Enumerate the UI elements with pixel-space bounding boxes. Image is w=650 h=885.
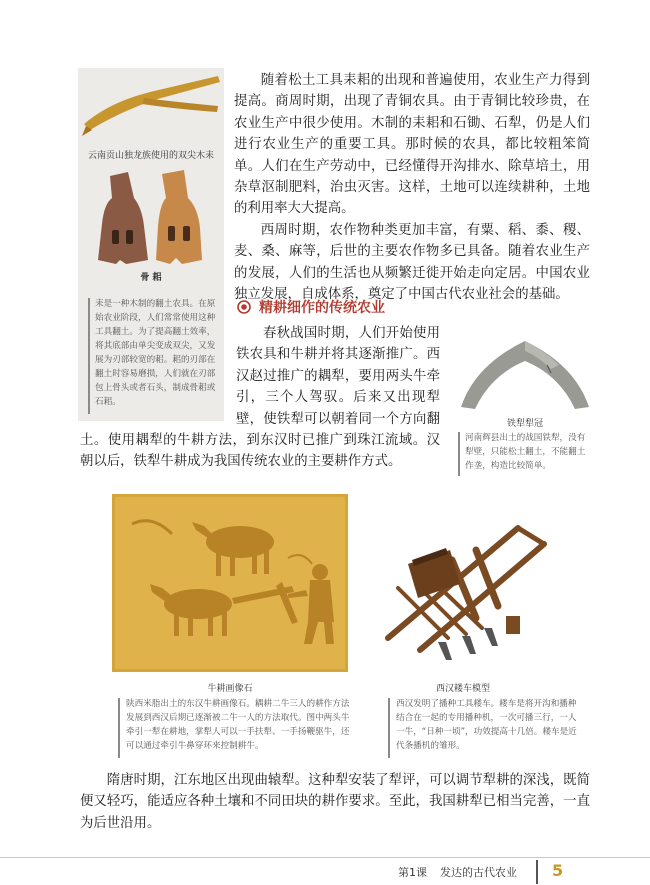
- sidebar-note: 耒是一种木制的翻土农具。在原始农业阶段，人们常常使用这种工具翻土。为了提高翻土效率，将其底部由单尖变成双尖，又发展为刃部较宽的耜。耜的刃部在翻土时容易磨损，人们就在刃部包上骨头或者石头，制成骨耜或石耜。: [95, 299, 216, 407]
- note-bar: [458, 432, 460, 476]
- section-heading: [237, 297, 537, 317]
- plowshare-caption: 铁犁犁冠: [506, 419, 543, 429]
- section-paragraph-1-text: 春秋战国时期，人们开始使用铁农具和牛耕并将其逐渐推广。西汉赵过推广的耦犁，要用两头牛牵引，三个人驾驭。后来又出现犁壁，使铁犁可以朝着同一个方向翻土。使用耦犁的牛耕方法，到东汉时已推广到珠江流域。汉朝以后，铁犁牛耕成为我国传统农业的主要耕作方式。: [80, 326, 440, 470]
- wooden-lei-image: [80, 72, 222, 142]
- page-number: 5: [552, 861, 564, 880]
- note-bar: [118, 698, 120, 758]
- footer-divider: [536, 860, 538, 884]
- bone-spade-image: [88, 168, 218, 268]
- iron-plowshare-image: [455, 335, 595, 415]
- ox-plowing-relief-image: [112, 494, 348, 672]
- section-paragraph-1: [80, 323, 440, 473]
- tool-caption: 云南贡山独龙族使用的双尖木耒: [87, 151, 214, 161]
- relief-caption: 牛耕画像石: [207, 684, 253, 694]
- footer-rule: [0, 857, 650, 858]
- seed-drill-model-image: [368, 488, 558, 666]
- footer-lesson: 第1课: [398, 866, 427, 879]
- note-bar: [388, 698, 390, 758]
- bone-caption: 骨 耜: [140, 273, 162, 283]
- intro-paragraph-1: 随着松土工具耒耜的出现和普遍使用，农业生产力得到提高。商周时期，出现了青铜农具。由于青铜比较珍贵，在农业生产中很少使用。木制的耒耜和石锄、石犁，仍是人们进行农业生产的重要工具。那时候的农具，都比较粗笨简单。人们在生产劳动中，已经懂得开沟排水、除草培土，用杂草沤制肥料，治虫灭害。这样，土地可以连续耕种，土地的利用率大大提高。: [234, 73, 590, 217]
- plowshare-note: 河南辉县出土的战国铁犁，没有犁壁，只能松土翻土，不能翻土作垄，构造比较简单。: [465, 433, 586, 471]
- intro-paragraph-2: 西周时期，农作物种类更加丰富，有粟、稻、黍、稷、麦、桑、麻等，后世的主要农作物多已具备。随着农业生产的发展，人们的生活也从频繁迁徙开始走向定居。中国农业独立发展，自成体系，奠定了中国古代农业社会的基础。: [234, 223, 590, 303]
- circle-bullet-icon: [237, 300, 251, 314]
- seed-drill-caption: 西汉耧车模型: [435, 684, 490, 694]
- seed-drill-note: 西汉发明了播种工具耧车。耧车是将开沟和播种结合在一起的专用播种机，一次可播三行，一人一牛，“日种一顷”，功效提高十几倍。耧车是近代条播机的雏形。: [396, 699, 577, 751]
- section-paragraph-2: 隋唐时期，江东地区出现曲辕犁。这种犁安装了犁评，可以调节犁耕的深浅，既简便又轻巧，能适应各种土壤和不同田块的耕作要求。至此，我国耕犁已相当完善，一直为后世沿用。: [80, 773, 590, 831]
- section-heading-text: 精耕细作的传统农业: [259, 300, 385, 316]
- footer-title: 发达的古代农业: [440, 866, 517, 879]
- relief-note: 陕西米脂出土的东汉牛耕画像石。耦耕二牛三人的耕作方法发展到西汉后期已逐渐被二牛一人的方法取代。图中两头牛牵引一犁在耕地，掌犁人可以一手扶犁、一手扬鞭驱牛，还可以通过牵引牛鼻穿环来控制耕牛。: [126, 699, 350, 751]
